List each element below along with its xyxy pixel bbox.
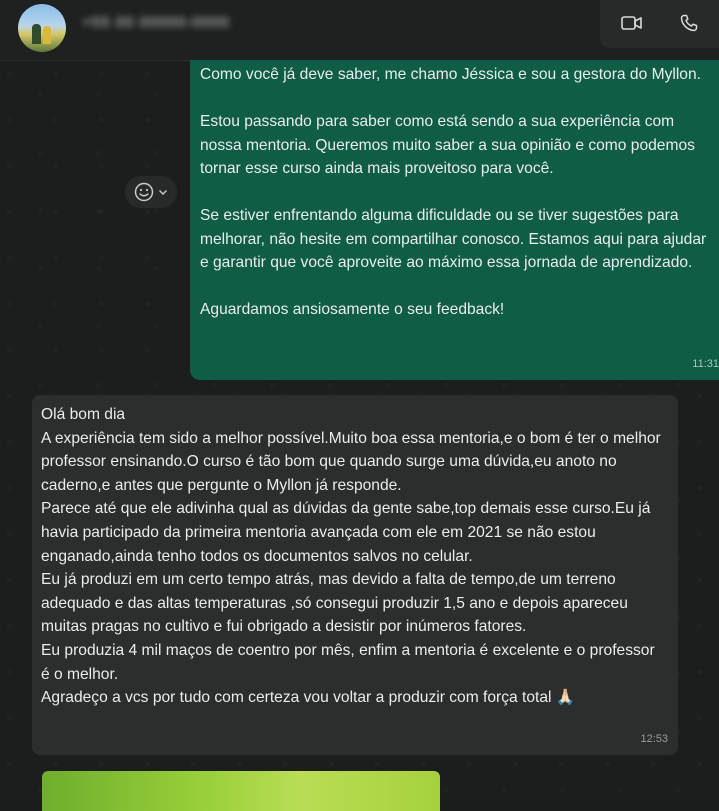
video-call-button[interactable] (617, 8, 647, 38)
voice-call-button[interactable] (674, 8, 704, 38)
incoming-message[interactable] (32, 395, 678, 755)
message-time: 11:31 (692, 358, 719, 370)
contact-name[interactable]: +55 00 00000-0000 (82, 14, 230, 31)
emoji-icon (134, 182, 154, 202)
message-text: Como você já deve saber, me chamo Jéssica e sou a gestora do Myllon. Estou passando para saber como está sendo a sua experiência com nossa mentoria. Queremos muito saber a sua opinião e como podemos tornar esse curso ainda mais proveitoso para você. Se estiver enfrentando alguma dificuldade ou se tiver sugestões para melhorar, não hesite em compartilhar conosco. Estamos aqui para ajudar e garantir que você aproveite ao máximo essa jornada de aprendizado. Aguardamos ansiosamente o seu feedback! (200, 66, 707, 318)
avatar-figure (43, 26, 51, 44)
message-text: Olá bom dia A experiência tem sido a melhor possível.Muito boa essa mentoria,e o bom é ter o melhor professor ensinando.O curso é tão bom que quando surge uma dúvida,eu anoto no caderno,e antes que pergunte o Myllon já responde. Parece até que ele adivinha qual as dúvidas da gente sabe,top demais esse curso.Eu já havia participado da primeira mentoria avançada com ele em 2021 se não estou enganado,ainda tenho todos os documentos salvos no celular. Eu já produzi em um certo tempo atrás, mas devido a falta de tempo,de um terreno adequado e das altas temperaturas ,só consegui produzir 1,5 ano e depois apareceu muitas pragas no cultivo e fui obrigado a desistir por inúmeros fatores. Eu produzia 4 mil maços de coentro por mês, enfim a mentoria é excelente e o professor é o melhor. Agradeço a vcs por tudo com certeza vou voltar a produzir com força total 🙏🏻 (41, 406, 661, 707)
call-actions (600, 0, 719, 48)
video-call-icon (621, 15, 643, 31)
message-time: 12:53 (640, 733, 668, 745)
outgoing-message[interactable] (190, 60, 719, 380)
image-message-preview[interactable] (42, 771, 440, 811)
chat-header (0, 0, 719, 61)
reaction-button[interactable] (125, 176, 177, 208)
avatar[interactable] (18, 4, 66, 52)
voice-call-icon (680, 14, 698, 32)
avatar-figure (32, 24, 41, 44)
chevron-down-icon (158, 187, 168, 197)
